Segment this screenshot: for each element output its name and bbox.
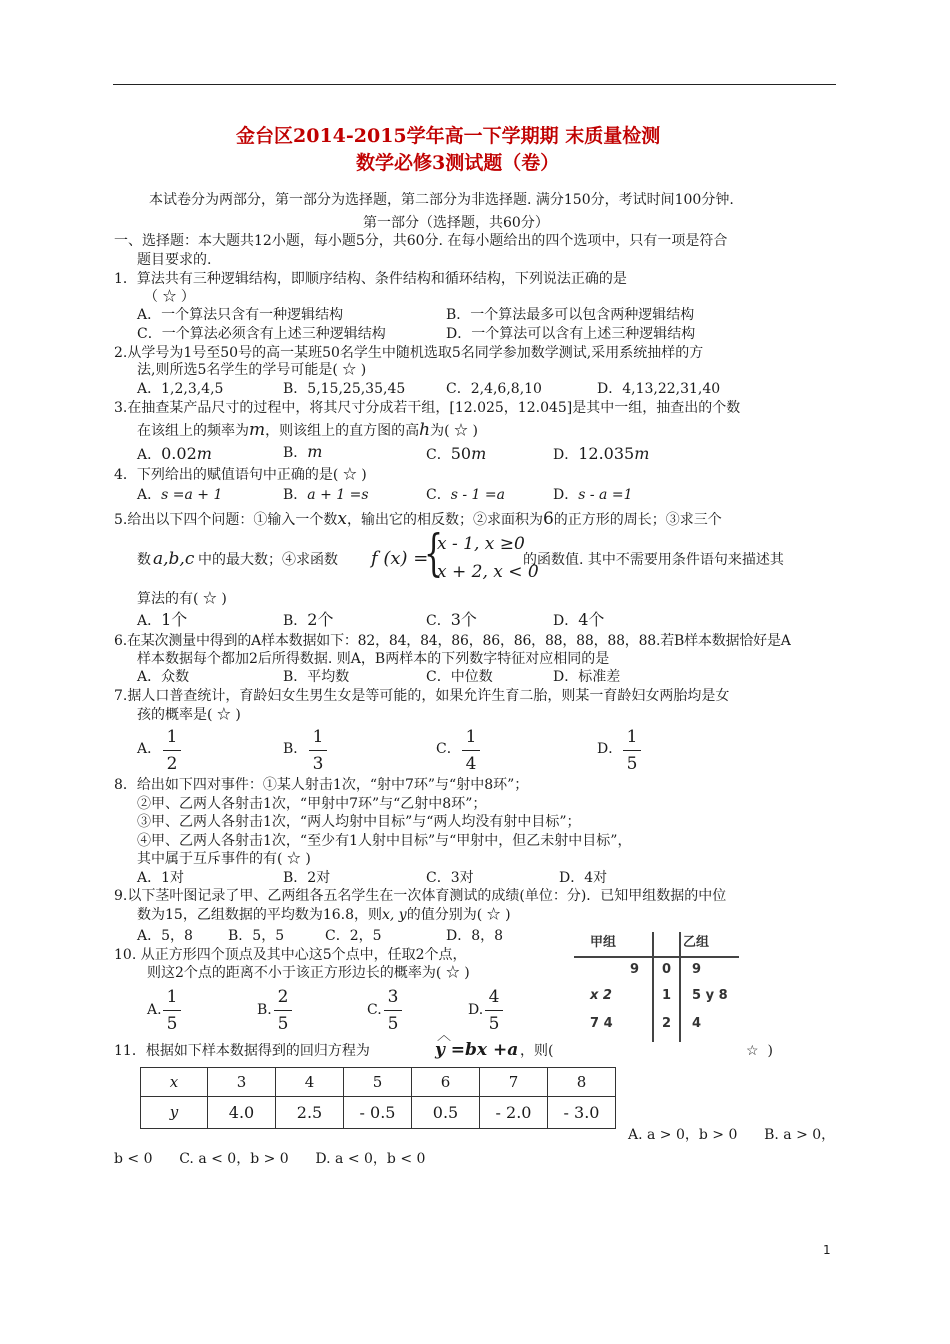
q5-c-label: C． — [426, 613, 451, 629]
q4-b-expr: a + 1 =s — [307, 487, 369, 503]
stem-leaf-left-0: 9 — [630, 962, 640, 977]
table-cell: - 2.0 — [480, 1097, 548, 1129]
q3-a-var: m — [196, 444, 212, 463]
q3-d-value: 12.035 — [578, 444, 635, 463]
stem-leaf-header-rule — [574, 956, 739, 958]
q1-stem: 1．算法共有三种逻辑结构，即顺序结构、条件结构和循环结构，下列说法正确的是 — [114, 271, 627, 287]
q4-option-a — [137, 488, 222, 502]
q3-var-m: m — [249, 420, 266, 440]
q5-piecewise-brace: { — [424, 524, 444, 582]
table-cell: - 3.0 — [548, 1097, 616, 1129]
q7-a-num: 1 — [166, 727, 178, 747]
section-instructions-1: 一、选择题：本大题共12小题，每小题5分，共60分. 在每小题给出的四个选项中，只有一项是符合 — [114, 233, 728, 249]
q10-a-label: A. — [147, 1002, 162, 1018]
q5-vars-abc: a,b,c — [153, 549, 195, 569]
q7-c-den: 4 — [465, 754, 477, 774]
q5-stem-1 — [114, 511, 722, 528]
q5-option-c — [426, 612, 477, 628]
q6-stem-2: 样本数据每个都加2后所得数据. 则A，B两样本的下列数字特征对应相同的是 — [137, 651, 610, 667]
q6-stem-1: 6.在某次测量中得到的A样本数据如下：82，84，84，86，86，86，88，88，88，88.若B样本数据恰好是A — [114, 633, 791, 649]
table-cell: 0.5 — [412, 1097, 480, 1129]
q4-b-label: B． — [283, 487, 308, 503]
q10-a-den: 5 — [166, 1014, 178, 1034]
q7-stem-1: 7.据人口普查统计，育龄妇女生男生女是等可能的，如果允许生育二胎，则某一育龄妇女两胎均是女 — [114, 688, 730, 704]
q10-d-bar — [485, 1010, 503, 1011]
q2-stem-1: 2.从学号为1号至50号的高一某班50名学生中随机选取5名同学参加数学测试,采用系统抽样的方 — [114, 345, 704, 361]
q5-option-b — [283, 612, 333, 628]
q9-option-b: B．5，5 — [228, 928, 285, 944]
q10-option-c-fraction — [380, 986, 406, 1035]
q10-b-bar — [274, 1010, 292, 1011]
q9-stem-2a: 数为15，乙组数据的平均数为16.8，则 — [137, 907, 382, 923]
q9-stem-2b: 的值分别为( ☆ ) — [406, 907, 511, 923]
q3-a-label: A． — [137, 447, 162, 463]
q5-stem-2c: 的函数值. 其中不需要用条件语句来描述其 — [523, 552, 784, 568]
q10-a-num: 1 — [166, 987, 178, 1007]
q9-option-d: D．8，8 — [446, 928, 504, 944]
stem-leaf-stem-1: 1 — [662, 988, 672, 1003]
table-header-y: y — [141, 1097, 208, 1129]
q4-c-label: C． — [426, 487, 451, 503]
q7-a-bar — [163, 750, 181, 751]
q10-d-den: 5 — [488, 1014, 500, 1034]
q1-option-c: C．一个算法必须含有上述三种逻辑结构 — [137, 326, 386, 342]
q7-a-den: 2 — [166, 754, 178, 774]
q3-option-b — [283, 444, 322, 460]
q4-option-c — [426, 488, 505, 502]
q3-d-label: D． — [553, 447, 579, 463]
q5-c-value: 3个 — [450, 610, 477, 629]
q4-a-expr: s =a + 1 — [161, 487, 223, 503]
q3-stem-2a: 在该组上的频率为 — [137, 423, 249, 439]
q3-b-var: m — [307, 442, 323, 461]
table-cell: 6 — [412, 1068, 480, 1097]
q10-stem-2: 则这2个点的距离不小于该正方形边长的概率为( ☆ ) — [147, 965, 470, 981]
stem-leaf-right-1: 5 y 8 — [692, 988, 728, 1003]
q10-a-bar — [163, 1010, 181, 1011]
q8-stem-2: ②甲、乙两人各射击1次，“甲射中7环”与“乙射中8环”； — [137, 796, 487, 812]
q5-stem-2b: 中的最大数；④求函数 — [198, 552, 338, 568]
q11-equation: y =bx +a — [435, 1040, 519, 1060]
stem-leaf-divider-left — [652, 932, 654, 1042]
q3-stem-2b: ，则该组上的直方图的高 — [265, 423, 420, 439]
q6-option-d: D．标准差 — [553, 669, 621, 685]
q5-option-a — [137, 612, 187, 628]
q2-option-a: A．1,2,3,4,5 — [137, 381, 224, 397]
q5-case-1: x - 1, x ≥0 — [437, 534, 525, 554]
q5-stem-3: 算法的有( ☆ ) — [137, 591, 227, 607]
part-one-heading: 第一部分（选择题，共60分） — [363, 215, 549, 231]
intro-text: 本试卷分为两部分，第一部分为选择题，第二部分为非选择题. 满分150分，考试时间100分钟. — [149, 192, 734, 208]
q10-stem-1: 10. 从正方形四个顶点及其中心这5个点中，任取2个点， — [114, 947, 467, 963]
q7-d-num: 1 — [626, 727, 638, 747]
q10-b-label: B. — [257, 1002, 272, 1018]
q5-function: f (x) = — [371, 548, 429, 569]
q5-stem-1a: 5.给出以下四个问题：①输入一个数 — [114, 512, 338, 528]
q10-d-label: D. — [468, 1002, 484, 1018]
q3-c-value: 50 — [450, 444, 472, 463]
q2-stem-2: 法,则所选5名学生的学号可能是( ☆ ) — [137, 362, 367, 378]
q1-mark: （ ☆ ） — [144, 289, 195, 305]
q5-a-value: 1个 — [161, 610, 188, 629]
q4-c-expr: s - 1 =a — [450, 487, 505, 503]
q2-option-d: D．4,13,22,31,40 — [597, 381, 721, 397]
q2-option-b: B．5,15,25,35,45 — [283, 381, 406, 397]
q7-c-num: 1 — [465, 727, 477, 747]
q8-stem-3: ③甲、乙两人各射击1次，“两人均射中目标”与“两人均没有射中目标”； — [137, 814, 581, 830]
q7-c-bar — [462, 750, 480, 751]
q4-a-label: A． — [137, 487, 162, 503]
q10-c-label: C. — [367, 1002, 382, 1018]
q5-a-label: A． — [137, 613, 162, 629]
q3-stem-2 — [137, 422, 478, 439]
q5-option-d — [553, 612, 604, 628]
table-row-y — [141, 1097, 616, 1129]
table-cell: 4.0 — [208, 1097, 276, 1129]
q11-options-line-1: A. a > 0，b > 0 B. a > 0， — [628, 1127, 836, 1143]
table-row-x — [141, 1068, 616, 1097]
q9-option-c: C．2，5 — [325, 928, 382, 944]
q1-option-a: A．一个算法只含有一种逻辑结构 — [137, 307, 344, 323]
q9-stem-1: 9.以下茎叶图记录了甲、乙两组各五名学生在一次体育测试的成绩(单位：分)．已知甲组数据的中位 — [114, 888, 727, 904]
q11-options-line-2: b < 0 C. a < 0，b > 0 D. a < 0，b < 0 — [114, 1151, 426, 1167]
q3-stem-1: 3.在抽查某产品尺寸的过程中，将其尺寸分成若干组，[12.025，12.045]是其中一组，抽查出的个数 — [114, 400, 741, 416]
q5-stem-2a: 数 — [137, 552, 151, 568]
q11-mark: ☆ ) — [746, 1043, 773, 1059]
q4-stem: 4．下列给出的赋值语句中正确的是( ☆ ) — [114, 467, 367, 483]
q7-b-num: 1 — [312, 727, 324, 747]
q4-option-b — [283, 488, 369, 502]
header-rule — [113, 84, 836, 85]
q8-option-b: B．2对 — [283, 870, 331, 886]
q7-a-label: A． — [137, 741, 162, 757]
q10-c-bar — [384, 1010, 402, 1011]
q1-option-b: B．一个算法最多可以包含两种逻辑结构 — [446, 307, 695, 323]
table-header-x: x — [141, 1068, 208, 1097]
q10-option-d-fraction — [481, 986, 507, 1035]
q3-option-c — [426, 446, 486, 462]
q9-option-a: A．5，8 — [137, 928, 193, 944]
q7-option-b-fraction — [305, 726, 331, 775]
q5-case-2: x + 2, x < 0 — [437, 562, 539, 582]
stem-leaf-head-left: 甲组 — [590, 935, 617, 950]
table-cell: 5 — [344, 1068, 412, 1097]
q11-stem-b: ，则( — [520, 1043, 554, 1059]
q5-b-value: 2个 — [307, 610, 334, 629]
q7-b-den: 3 — [312, 754, 324, 774]
q8-option-c: C．3对 — [426, 870, 474, 886]
q11-hat: ︿ — [437, 1028, 451, 1044]
q7-c-label: C． — [436, 741, 461, 757]
table-cell: 3 — [208, 1068, 276, 1097]
q11-stem-a: 11．根据如下样本数据得到的回归方程为 — [114, 1043, 370, 1059]
q6-option-b: B．平均数 — [283, 669, 350, 685]
q5-six: 6 — [542, 509, 554, 529]
q5-stem-1b: ，输出它的相反数；②求面积为 — [346, 512, 543, 528]
stem-leaf-left-2: 7 4 — [590, 1016, 613, 1031]
q2-option-c: C．2,4,6,8,10 — [446, 381, 542, 397]
stem-leaf-head-right: 乙组 — [683, 935, 710, 950]
q3-d-var: m — [634, 444, 650, 463]
q6-option-c: C．中位数 — [426, 669, 493, 685]
stem-leaf-left-1: x 2 — [590, 988, 612, 1003]
q5-b-label: B． — [283, 613, 308, 629]
regression-data-table — [140, 1067, 616, 1129]
stem-leaf-right-2: 4 — [692, 1016, 702, 1031]
q7-d-bar — [623, 750, 641, 751]
stem-leaf-stem-2: 2 — [662, 1016, 672, 1031]
q4-d-label: D． — [553, 487, 579, 503]
q5-d-label: D． — [553, 613, 579, 629]
q10-b-den: 5 — [277, 1014, 289, 1034]
q6-option-a: A．众数 — [137, 669, 190, 685]
q3-a-value: 0.02 — [161, 444, 197, 463]
q8-option-a: A．1对 — [137, 870, 185, 886]
q4-option-d — [553, 488, 632, 502]
q7-b-bar — [309, 750, 327, 751]
q7-stem-2: 孩的概率是( ☆ ) — [137, 707, 241, 723]
stem-leaf-right-0: 9 — [692, 962, 702, 977]
q7-d-label: D． — [597, 741, 623, 757]
q10-d-num: 4 — [488, 987, 500, 1007]
stem-leaf-stem-0: 0 — [662, 962, 672, 977]
q9-vars-xy: x, y — [382, 907, 407, 923]
q7-option-a-fraction — [159, 726, 185, 775]
q3-b-label: B． — [283, 445, 308, 461]
q10-option-b-fraction — [270, 986, 296, 1035]
q5-d-value: 4个 — [578, 610, 605, 629]
q3-option-d — [553, 446, 649, 462]
q8-stem-1: 8．给出如下四对事件：①某人射击1次，“射中7环”与“射中8环”； — [114, 777, 529, 793]
section-instructions-2: 题目要求的. — [137, 252, 212, 268]
q8-option-d: D．4对 — [559, 870, 608, 886]
q7-option-d-fraction — [619, 726, 645, 775]
title-line-1: 金台区2014-2015学年高一下学期期 末质量检测 — [236, 125, 661, 147]
q10-c-num: 3 — [387, 987, 399, 1007]
table-cell: 2.5 — [276, 1097, 344, 1129]
q3-stem-2c: 为( ☆ ) — [430, 423, 478, 439]
q9-stem-2 — [137, 908, 511, 922]
q5-var-x: x — [337, 509, 347, 529]
q4-d-expr: s - a =1 — [578, 487, 633, 503]
q10-c-den: 5 — [387, 1014, 399, 1034]
q7-b-label: B． — [283, 741, 308, 757]
table-cell: 8 — [548, 1068, 616, 1097]
q10-option-a-fraction — [159, 986, 185, 1035]
stem-leaf-divider-right — [679, 932, 681, 1042]
q3-c-var: m — [471, 444, 487, 463]
title-line-2: 数学必修3测试题（卷） — [356, 152, 560, 174]
q10-b-num: 2 — [277, 987, 289, 1007]
q1-option-d: D．一个算法可以含有上述三种逻辑结构 — [446, 326, 696, 342]
page-number: 1 — [823, 1243, 831, 1257]
q8-stem-4: ④甲、乙两人各射击1次，“至少有1人射中目标”与“甲射中，但乙未射中目标”， — [137, 833, 632, 849]
q5-stem-1c: 的正方形的周长；③求三个 — [553, 512, 722, 528]
table-cell: 7 — [480, 1068, 548, 1097]
table-cell: 4 — [276, 1068, 344, 1097]
q3-c-label: C． — [426, 447, 451, 463]
q7-d-den: 5 — [626, 754, 638, 774]
q3-option-a — [137, 446, 212, 462]
q8-stem-5: 其中属于互斥事件的有( ☆ ) — [137, 851, 311, 867]
q7-option-c-fraction — [458, 726, 484, 775]
table-cell: - 0.5 — [344, 1097, 412, 1129]
q3-var-h: h — [419, 420, 431, 440]
